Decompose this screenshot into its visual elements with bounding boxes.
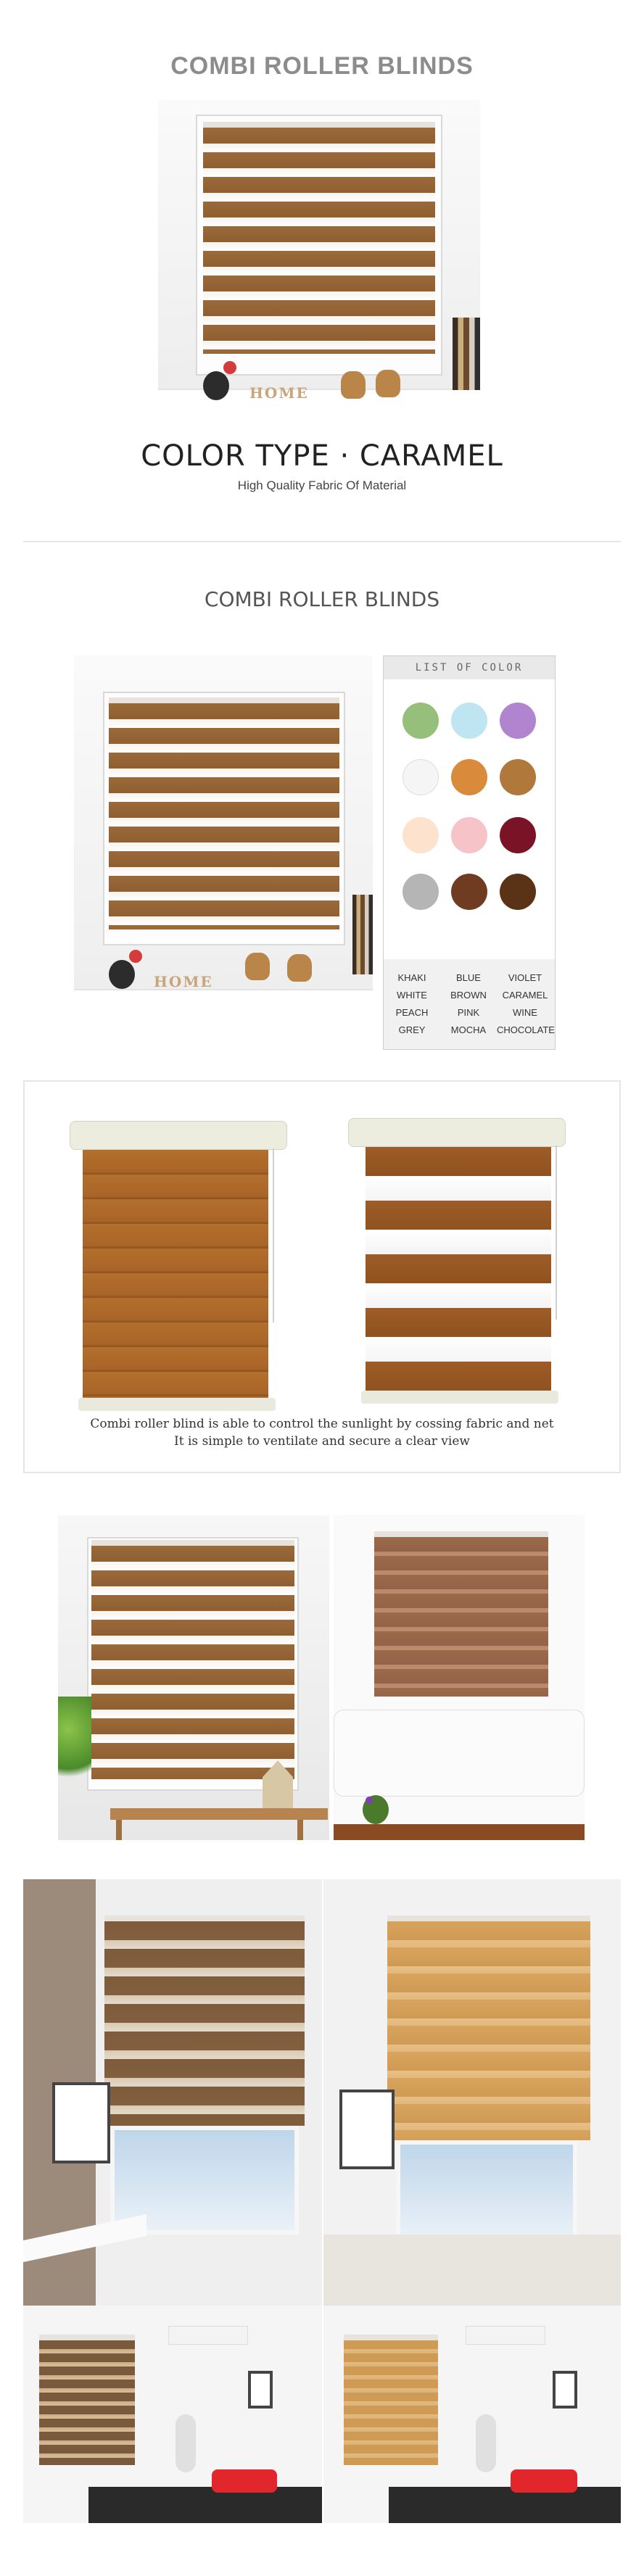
color-name-white: WHITE [397, 990, 427, 1001]
swatch-heading: LIST OF COLOR [384, 656, 555, 679]
color-swatch-mocha [451, 874, 487, 910]
color-name-chocolate: CHOCOLATE [497, 1024, 555, 1035]
color-name-mocha: MOCHA [450, 1024, 487, 1035]
color-names [384, 959, 555, 1049]
roller-blind [344, 2335, 438, 2465]
interior-photo-desk [58, 1515, 329, 1840]
color-swatch-caramel [500, 759, 536, 795]
roller-blind [104, 1916, 305, 2126]
color-name-grey: GREY [398, 1024, 426, 1035]
color-swatch-wine [500, 817, 536, 853]
color-name-peach: PEACH [395, 1007, 429, 1018]
blind-open-illustration [347, 1114, 576, 1418]
blind-closed-illustration [68, 1117, 293, 1421]
color-name-violet: VIOLET [508, 972, 542, 983]
section-divider [23, 541, 621, 542]
page-title: COMBI ROLLER BLINDS [170, 52, 474, 80]
roller-blind [91, 1540, 294, 1779]
caption-line-1: Combi roller blind is able to control the sunlight by cossing fabric and net [90, 1417, 554, 1431]
color-swatch-white [402, 759, 439, 795]
hero-product-photo [158, 100, 480, 422]
color-name-blue: BLUE [456, 972, 481, 983]
color-swatch-peach [402, 817, 439, 853]
color-swatch-brown [451, 759, 487, 795]
roller-blind [387, 1916, 590, 2140]
home-decor-letters: HOME [249, 384, 309, 402]
product-photo-2 [74, 655, 373, 1050]
home-decor-letters: HOME [154, 973, 213, 990]
color-swatch-chocolate [500, 874, 536, 910]
tagline: High Quality Fabric Of Material [237, 479, 407, 492]
color-name-pink: PINK [457, 1007, 480, 1018]
color-swatch-panel [383, 655, 556, 1050]
color-name-brown: BROWN [450, 990, 487, 1001]
bedroom-photo-1 [23, 2306, 322, 2523]
color-swatch-grey [402, 874, 439, 910]
section-title: COMBI ROLLER BLINDS [204, 587, 440, 611]
color-name-wine: WINE [513, 1007, 537, 1018]
roller-blind [374, 1531, 548, 1697]
color-type-heading: COLOR TYPE · CARAMEL [141, 439, 503, 473]
color-swatch-violet [500, 703, 536, 739]
roller-blind [109, 697, 339, 929]
interior-photo-sofa [334, 1515, 585, 1840]
window [396, 2140, 577, 2242]
interior-photo-window-closed [323, 1879, 621, 2306]
bedroom-photo-2 [323, 2306, 621, 2523]
color-swatch-khaki [402, 703, 439, 739]
roller-blind [203, 122, 435, 354]
caption-line-2: It is simple to ventilate and secure a clear view [174, 1434, 470, 1449]
color-swatch-pink [451, 817, 487, 853]
feature-box [23, 1080, 621, 1473]
color-name-caramel: CARAMEL [502, 990, 548, 1001]
interior-photo-window-open [23, 1879, 322, 2306]
color-name-khaki: KHAKI [397, 972, 426, 983]
color-swatch-blue [451, 703, 487, 739]
roller-blind [39, 2335, 135, 2465]
